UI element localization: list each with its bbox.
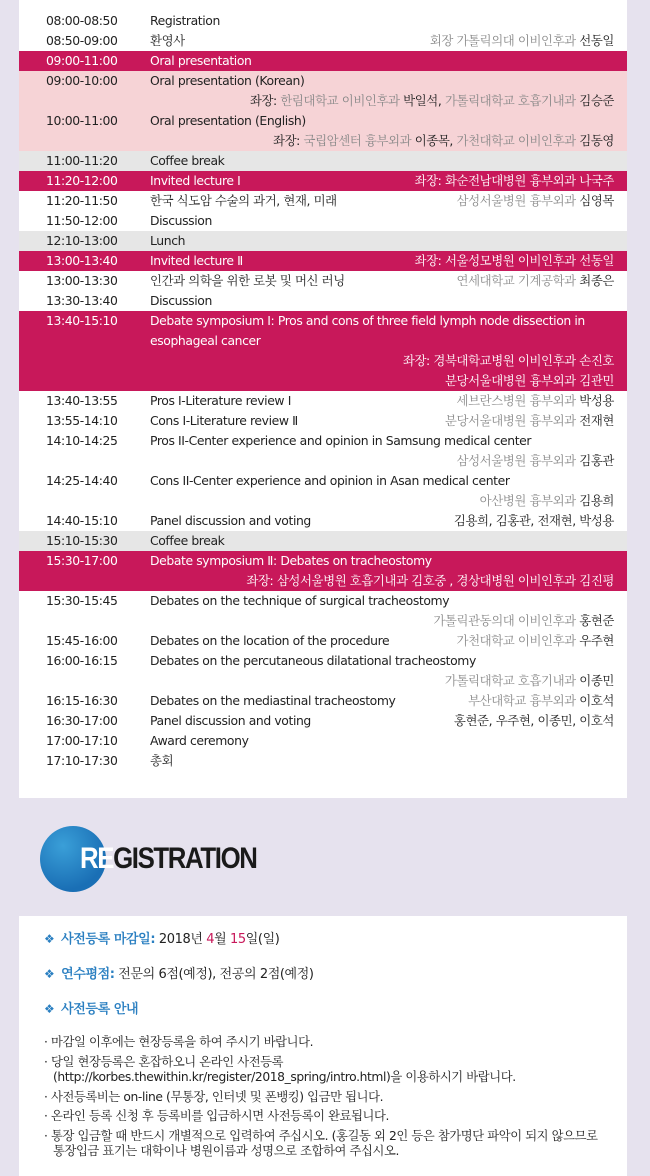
schedule-panel bbox=[19, 0, 627, 798]
diamond-bullet-icon: ❖ bbox=[44, 1002, 55, 1016]
time: 11:20-12:00 bbox=[46, 173, 118, 188]
schedule-row-section bbox=[19, 311, 627, 391]
speaker: 삼성서울병원 흉부외과 심영목 bbox=[456, 193, 614, 208]
session-title: Debate symposium Ⅱ: Debates on tracheostomy bbox=[150, 553, 432, 568]
chair: 좌장: 서울성모병원 이비인후과 선동일 bbox=[414, 253, 614, 268]
note-item: · 당일 현장등록은 혼잡하오니 온라인 사전등록(http://korbes.thewithin.kr/register/2018_spring/intro.html)을 이용하시기 바랍니다. bbox=[44, 1054, 516, 1084]
registration-title: REGISTRATION bbox=[80, 842, 257, 875]
schedule-row bbox=[19, 211, 627, 231]
schedule-row bbox=[19, 731, 627, 751]
time: 15:45-16:00 bbox=[46, 633, 118, 648]
session-title: Cons I-Literature review Ⅱ bbox=[150, 413, 298, 428]
schedule-row bbox=[19, 631, 627, 651]
panelists: 홍현준, 우주현, 이종민, 이호석 bbox=[453, 713, 614, 728]
schedule-row bbox=[19, 711, 627, 731]
note-item: · 온라인 등록 신청 후 등록비를 입금하시면 사전등록이 완료됩니다. bbox=[44, 1109, 390, 1123]
schedule-row-subsection bbox=[19, 71, 627, 111]
session-title: Coffee break bbox=[150, 153, 225, 168]
diamond-bullet-icon: ❖ bbox=[44, 967, 55, 981]
time: 11:00-11:20 bbox=[46, 153, 118, 168]
time: 14:25-14:40 bbox=[46, 473, 118, 488]
time: 09:00-10:00 bbox=[46, 73, 118, 88]
session-title: Lunch bbox=[150, 233, 186, 248]
schedule-row-break bbox=[19, 151, 627, 171]
time: 14:40-15:10 bbox=[46, 513, 118, 528]
schedule-row-subsection bbox=[19, 111, 627, 151]
registration-panel bbox=[19, 916, 627, 1176]
speaker: 가천대학교 이비인후과 우주현 bbox=[456, 633, 614, 648]
schedule-row bbox=[19, 691, 627, 711]
session-title: Discussion bbox=[150, 293, 212, 308]
time: 10:00-11:00 bbox=[46, 113, 118, 128]
session-title: Coffee break bbox=[150, 533, 225, 548]
chair: 좌장: 경북대학교병원 이비인후과 손진호 bbox=[402, 353, 614, 368]
session-title: Panel discussion and voting bbox=[150, 713, 311, 728]
registration-notes bbox=[44, 1035, 603, 1160]
time: 15:10-15:30 bbox=[46, 533, 118, 548]
chair: 분당서울대병원 흉부외과 김관민 bbox=[444, 373, 614, 388]
panelists: 김용희, 김홍관, 전재현, 박성용 bbox=[453, 513, 614, 528]
session-title: 총회 bbox=[150, 753, 174, 768]
speaker: 회장 가톨릭의대 이비인후과 선동일 bbox=[429, 33, 614, 48]
session-title: 한국 식도암 수술의 과거, 현재, 미래 bbox=[150, 193, 337, 208]
note-item: · 통장 입금할 때 반드시 개별적으로 입력하여 주십시오. (홍길동 외 2인 등은 참가명단 파악이 되지 않으므로 통장입금 표기는 대학이나 병원이름과 성명으로 조합하여 주십시오. bbox=[44, 1128, 598, 1158]
time: 13:55-14:10 bbox=[46, 413, 118, 428]
schedule-row bbox=[19, 651, 627, 691]
credits-item: ❖ 연수평점: 전문의 6점(예정), 전공의 2점(예정) bbox=[44, 967, 314, 982]
session-title: Registration bbox=[150, 13, 220, 28]
schedule-row-section bbox=[19, 551, 627, 591]
chair: 좌장: 삼성서울병원 호흡기내과 김호중 , 경상대병원 이비인후과 김진평 bbox=[246, 573, 614, 588]
chair: 좌장: 국립암센터 흉부외과 이종목, 가천대학교 이비인후과 김동영 bbox=[273, 133, 614, 148]
time: 15:30-17:00 bbox=[46, 553, 118, 568]
session-title: Debates on the technique of surgical tracheostomy bbox=[150, 593, 450, 608]
speaker: 삼성서울병원 흉부외과 김홍관 bbox=[456, 453, 614, 468]
session-title: 인간과 의학을 위한 로봇 및 머신 러닝 bbox=[150, 273, 345, 288]
speaker: 아산병원 흉부외과 김용희 bbox=[479, 493, 614, 508]
session-title: Debates on the mediastinal tracheostomy bbox=[150, 693, 396, 708]
time: 09:00-11:00 bbox=[46, 53, 118, 68]
session-title: Oral presentation (English) bbox=[150, 113, 306, 128]
speaker: 분당서울대병원 흉부외과 전재현 bbox=[444, 413, 614, 428]
time: 08:00-08:50 bbox=[46, 13, 118, 28]
guide-item: ❖ 사전등록 안내 bbox=[44, 1002, 139, 1017]
session-title: Pros I-Literature review I bbox=[150, 393, 291, 408]
note-item: · 마감일 이후에는 현장등록을 하여 주시기 바랍니다. bbox=[44, 1035, 314, 1049]
time: 16:30-17:00 bbox=[46, 713, 118, 728]
schedule-row bbox=[19, 11, 627, 31]
time: 14:10-14:25 bbox=[46, 433, 118, 448]
session-title: Oral presentation (Korean) bbox=[150, 73, 305, 88]
session-title: Pros II-Center experience and opinion in Samsung medical center bbox=[150, 433, 532, 448]
schedule-row-break bbox=[19, 231, 627, 251]
chair: 좌장: 화순전남대병원 흉부외과 나국주 bbox=[414, 173, 614, 188]
schedule-row bbox=[19, 751, 627, 771]
session-title: Invited lecture I bbox=[150, 173, 241, 188]
time: 12:10-13:00 bbox=[46, 233, 118, 248]
session-title: Discussion bbox=[150, 213, 212, 228]
speaker: 연세대학교 기계공학과 최종은 bbox=[456, 273, 614, 288]
schedule-row bbox=[19, 591, 627, 631]
schedule-row bbox=[19, 31, 627, 51]
time: 13:40-13:55 bbox=[46, 393, 118, 408]
time: 17:00-17:10 bbox=[46, 733, 118, 748]
schedule-row bbox=[19, 431, 627, 471]
note-item: · 사전등록비는 on-line (무통장, 인터넷 및 폰뱅킹) 입금만 됩니다. bbox=[44, 1089, 384, 1104]
time: 13:30-13:40 bbox=[46, 293, 118, 308]
session-title: Oral presentation bbox=[150, 53, 252, 68]
time: 16:15-16:30 bbox=[46, 693, 118, 708]
speaker: 부산대학교 흉부외과 이호석 bbox=[468, 693, 614, 708]
session-title: Debates on the location of the procedure bbox=[150, 633, 390, 648]
time: 11:20-11:50 bbox=[46, 193, 118, 208]
schedule-row-section bbox=[19, 171, 627, 191]
time: 08:50-09:00 bbox=[46, 33, 118, 48]
chair: 좌장: 한림대학교 이비인후과 박일석, 가톨릭대학교 호흡기내과 김승준 bbox=[249, 93, 614, 108]
deadline-item: ❖ 사전등록 마감일: 2018년 4월 15일(일) bbox=[44, 932, 280, 947]
diamond-bullet-icon: ❖ bbox=[44, 932, 55, 946]
time: 15:30-15:45 bbox=[46, 593, 118, 608]
speaker: 가톨릭대학교 호흡기내과 이종민 bbox=[444, 673, 614, 688]
session-title: Debate symposium I: Pros and cons of three field lymph node dissection in esophageal cancer bbox=[150, 313, 585, 348]
speaker: 세브란스병원 흉부외과 박성용 bbox=[456, 393, 614, 408]
session-title: Debates on the percutaneous dilatational tracheostomy bbox=[150, 653, 476, 668]
session-title: Invited lecture Ⅱ bbox=[150, 253, 243, 268]
schedule-row bbox=[19, 471, 627, 511]
session-title: 환영사 bbox=[150, 33, 185, 48]
time: 16:00-16:15 bbox=[46, 653, 118, 668]
session-title: Panel discussion and voting bbox=[150, 513, 311, 528]
schedule-row bbox=[19, 271, 627, 291]
session-title: Cons II-Center experience and opinion in Asan medical center bbox=[150, 473, 510, 488]
schedule-row bbox=[19, 391, 627, 411]
time: 13:40-15:10 bbox=[46, 313, 118, 328]
schedule-row bbox=[19, 291, 627, 311]
time: 13:00-13:40 bbox=[46, 253, 118, 268]
schedule-row-section bbox=[19, 51, 627, 71]
schedule-row-section bbox=[19, 251, 627, 271]
time: 13:00-13:30 bbox=[46, 273, 118, 288]
session-title: Award ceremony bbox=[150, 733, 249, 748]
schedule-row bbox=[19, 191, 627, 211]
time: 17:10-17:30 bbox=[46, 753, 118, 768]
schedule-row bbox=[19, 511, 627, 531]
speaker: 가톨릭관동의대 이비인후과 홍현준 bbox=[433, 613, 614, 628]
time: 11:50-12:00 bbox=[46, 213, 118, 228]
registration-heading bbox=[40, 826, 340, 896]
schedule-row-break bbox=[19, 531, 627, 551]
schedule-row bbox=[19, 411, 627, 431]
